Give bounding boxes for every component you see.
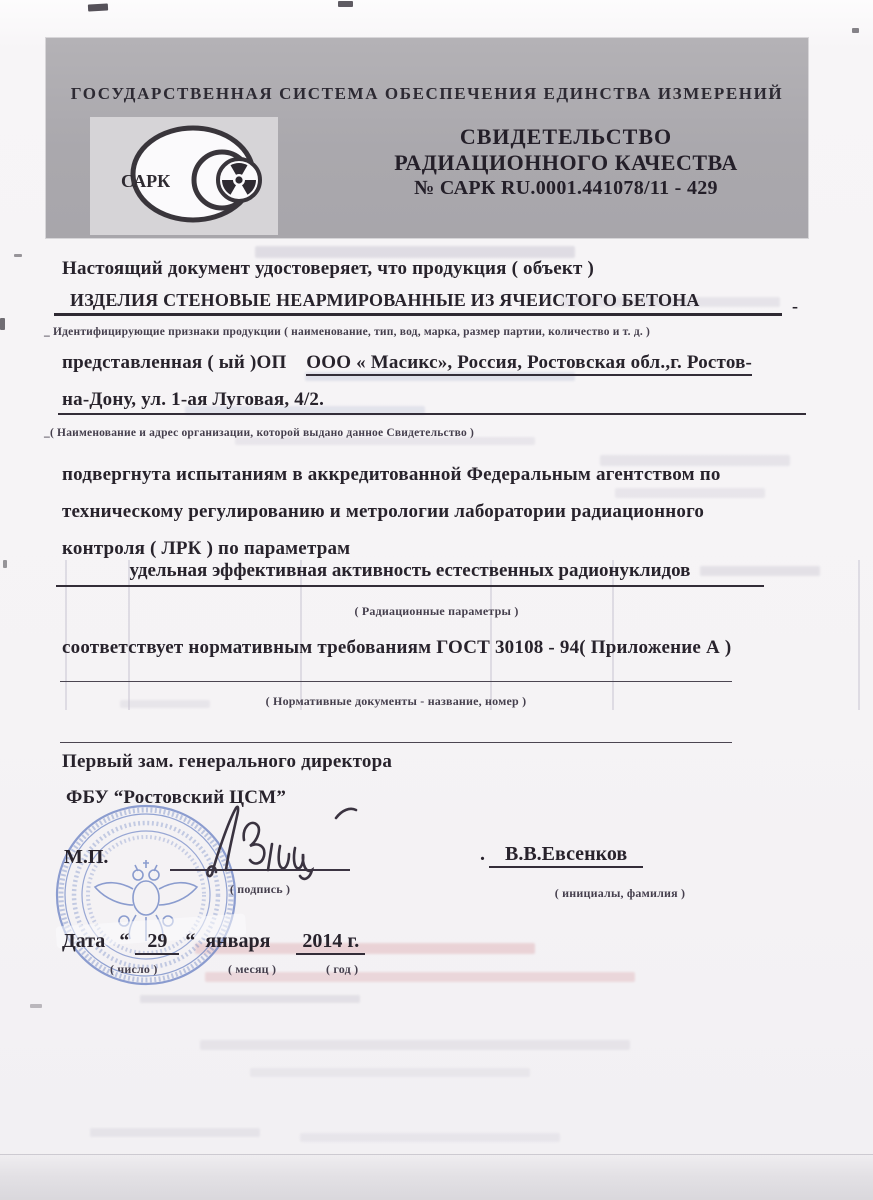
scan-artifact bbox=[88, 3, 108, 11]
testing-paragraph-line2: техническому регулированию и метрологии лаборатории радиационного bbox=[62, 501, 705, 522]
bleed-through-artifact bbox=[140, 995, 360, 1003]
artifact-dot: . bbox=[480, 843, 485, 865]
certificate-title-line2: РАДИАЦИОННОГО КАЧЕСТВА bbox=[394, 150, 738, 175]
date-label: Дата bbox=[62, 930, 106, 952]
signatory-name-line bbox=[480, 843, 643, 866]
scan-artifact bbox=[14, 254, 22, 257]
page-bottom-edge bbox=[0, 1154, 873, 1200]
scan-artifact bbox=[852, 28, 859, 33]
date-day: 29 bbox=[135, 930, 179, 955]
bleed-through-artifact bbox=[300, 1133, 560, 1142]
bleed-through-artifact bbox=[615, 488, 765, 498]
compliance-statement: соответствует нормативным требованиям ГОСТ 30108 - 94( Приложение А ) bbox=[62, 637, 732, 658]
date-year: 2014 г. bbox=[296, 930, 365, 955]
scan-artifact bbox=[338, 1, 353, 7]
certificate-title-line1: СВИДЕТЕЛЬСТВО bbox=[459, 124, 673, 149]
stamp-place-label: М.П. bbox=[64, 846, 109, 868]
system-title: ГОСУДАРСТВЕННАЯ СИСТЕМА ОБЕСПЕЧЕНИЯ ЕДИНСТВА ИЗМЕРЕНИЙ bbox=[70, 84, 784, 103]
signatory-name-caption: ( инициалы, фамилия ) bbox=[554, 886, 686, 900]
certificate-title-block bbox=[330, 124, 802, 201]
director-title-line1: Первый зам. генерального директора bbox=[62, 751, 393, 772]
logo-text: САРК bbox=[121, 171, 171, 191]
signatory-name: В.В.Евсенков bbox=[489, 843, 643, 868]
presented-line bbox=[62, 352, 752, 374]
scan-artifact bbox=[0, 318, 5, 330]
parameter-caption: ( Радиационные параметры ) bbox=[354, 604, 519, 618]
bleed-through-artifact bbox=[255, 246, 575, 258]
radiation-trefoil-icon bbox=[218, 159, 260, 201]
bleed-through-artifact bbox=[250, 1068, 530, 1077]
scan-artifact bbox=[3, 560, 7, 568]
date-month: января bbox=[205, 930, 271, 952]
day-caption: ( число ) bbox=[110, 962, 158, 976]
product-caption: _ Идентифицирующие признаки продукции ( наименование, тип, вод, марка, размер партии, количество и т. д. ) bbox=[44, 326, 651, 338]
bleed-through-artifact bbox=[200, 1040, 630, 1050]
month-caption: ( месяц ) bbox=[228, 962, 277, 976]
date-line bbox=[62, 930, 365, 953]
separator-rule-line bbox=[60, 742, 732, 743]
presented-label: представленная ( ый )ОП bbox=[62, 352, 287, 373]
product-name: ИЗДЕЛИЯ СТЕНОВЫЕ НЕАРМИРОВАННЫЕ ИЗ ЯЧЕИСТОГО БЕТОНА bbox=[54, 290, 782, 316]
organization-name: ООО « Масикс», Россия, Ростовская обл.,г. Ростов- bbox=[306, 352, 752, 376]
organization-caption: _( Наименование и адрес организации, которой выдано данное Свидетельство ) bbox=[44, 427, 475, 439]
quote-close: “ bbox=[185, 930, 196, 952]
radiation-parameter: удельная эффективная активность естественных радионуклидов bbox=[56, 560, 764, 587]
sark-logo-box bbox=[90, 117, 278, 235]
product-trailing-dash: - bbox=[792, 296, 798, 316]
organization-address: на-Дону, ул. 1-ая Луговая, 4/2. bbox=[58, 389, 806, 415]
sark-logo-icon bbox=[90, 117, 278, 235]
year-caption: ( год ) bbox=[326, 962, 359, 976]
normative-rule-line bbox=[60, 681, 732, 682]
certificate-number: № САРК RU.0001.441078/11 - 429 bbox=[414, 177, 718, 199]
director-title-line2: ФБУ “Ростовский ЦСМ” bbox=[66, 787, 287, 808]
bleed-through-artifact bbox=[90, 1128, 260, 1137]
scan-artifact bbox=[30, 1004, 42, 1008]
testing-paragraph-line1: подвергнута испытаниям в аккредитованной Федеральным агентством по bbox=[62, 464, 721, 485]
normative-caption: ( Нормативные документы - название, номер ) bbox=[265, 694, 527, 708]
handwritten-signature-icon bbox=[198, 796, 358, 882]
quote-open: “ bbox=[119, 930, 130, 952]
bleed-through-artifact bbox=[858, 560, 860, 710]
intro-text: Настоящий документ удостоверяет, что продукция ( объект ) bbox=[62, 258, 595, 279]
testing-paragraph-line3: контроля ( ЛРК ) по параметрам bbox=[62, 538, 351, 559]
signature-caption: ( подпись ) bbox=[229, 882, 291, 896]
